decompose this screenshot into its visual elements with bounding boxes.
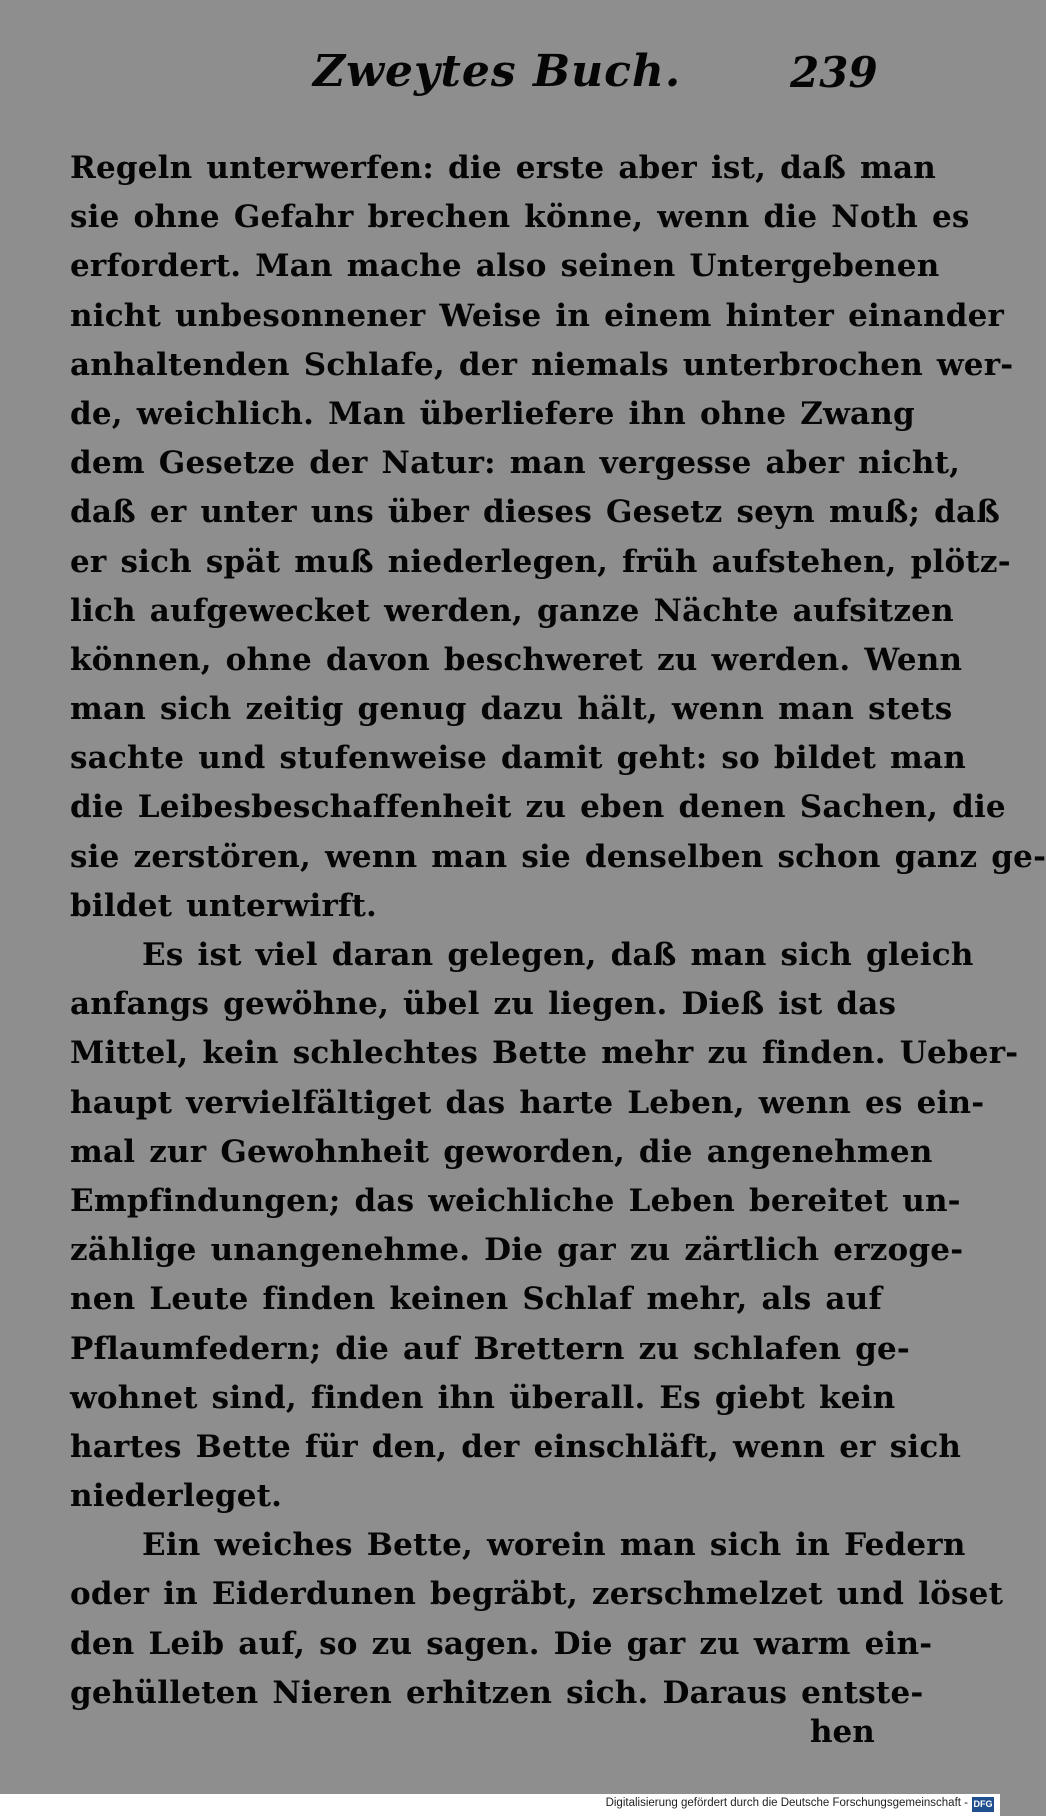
page-number: 239 (790, 48, 878, 97)
text-line: Ein weiches Bette, worein man sich in Federn (142, 1527, 966, 1564)
text-line: Es ist viel daran gelegen, daß man sich gleich (142, 937, 974, 973)
text-line: bildet unterwirft. (70, 887, 378, 924)
running-head (0, 46, 1000, 106)
footer-credit: Digitalisierung gefördert durch die Deutsche Forschungsgemeinschaft - (605, 1797, 968, 1809)
text-line: können, ohne davon beschweret zu werden. Wenn (70, 641, 963, 678)
text-line: Empfindungen; das weichliche Leben bereitet un- (70, 1182, 961, 1219)
text-line: Mittel, kein schlechtes Bette mehr zu finden. Ueber- (70, 1035, 1019, 1072)
text-line: nen Leute finden keinen Schlaf mehr, als auf (70, 1281, 882, 1318)
digitization-footer (0, 1794, 1000, 1816)
text-line: Pflaumfedern; die auf Brettern zu schlafen ge- (70, 1330, 910, 1367)
catchword: hen (810, 1714, 875, 1750)
dfg-logo-icon: DFG (972, 1797, 994, 1812)
text-line: niederleget. (70, 1478, 283, 1515)
text-line: de, weichlich. Man überliefere ihn ohne Zwang (70, 395, 915, 432)
body-text (70, 144, 1046, 1718)
text-line: oder in Eiderdunen begräbt, zerschmelzet und löset (70, 1576, 1004, 1613)
text-line: sie zerstören, wenn man sie denselben schon ganz ge- (70, 838, 1046, 875)
text-line: gehülleten Nieren erhitzen sich. Daraus entste- (70, 1674, 924, 1711)
text-line: sie ohne Gefahr brechen könne, wenn die Noth es (70, 199, 970, 236)
text-line: anfangs gewöhne, übel zu liegen. Dieß ist das (70, 986, 897, 1023)
text-line: den Leib auf, so zu sagen. Die gar zu warm ein- (70, 1625, 933, 1662)
text-line: man sich zeitig genug dazu hält, wenn man stets (70, 691, 953, 728)
text-line: hartes Bette für den, der einschläft, wenn er sich (70, 1428, 962, 1465)
text-line: lich aufgewecket werden, ganze Nächte aufsitzen (70, 592, 954, 629)
paragraph-1 (70, 144, 1046, 931)
text-line: mal zur Gewohnheit geworden, die angenehmen (70, 1133, 933, 1170)
text-line: er sich spät muß niederlegen, früh aufstehen, plötz- (70, 543, 1011, 580)
text-line: die Leibesbeschaffenheit zu eben denen Sachen, die (70, 789, 1006, 826)
running-head-title: Zweytes Buch. (313, 46, 682, 97)
text-line: dem Gesetze der Natur: man vergesse aber nicht, (70, 445, 961, 482)
text-line: sachte und stufenweise damit geht: so bildet man (70, 740, 967, 777)
paragraph-2 (70, 931, 1019, 1521)
text-line: daß er unter uns über dieses Gesetz seyn muß; daß (70, 494, 1001, 531)
text-line: zählige unangenehme. Die gar zu zärtlich erzoge- (70, 1232, 964, 1269)
text-line: wohnet sind, finden ihn überall. Es giebt kein (70, 1379, 896, 1416)
text-line: erfordert. Man mache also seinen Untergebenen (70, 248, 940, 285)
paragraph-3 (70, 1521, 1004, 1718)
text-line: nicht unbesonnener Weise in einem hinter einander (70, 297, 1005, 334)
text-line: Regeln unterwerfen: die erste aber ist, daß man (70, 150, 937, 186)
text-line: haupt vervielfältiget das harte Leben, wenn es ein- (70, 1084, 985, 1121)
text-line: anhaltenden Schlafe, der niemals unterbrochen wer- (70, 346, 1014, 383)
